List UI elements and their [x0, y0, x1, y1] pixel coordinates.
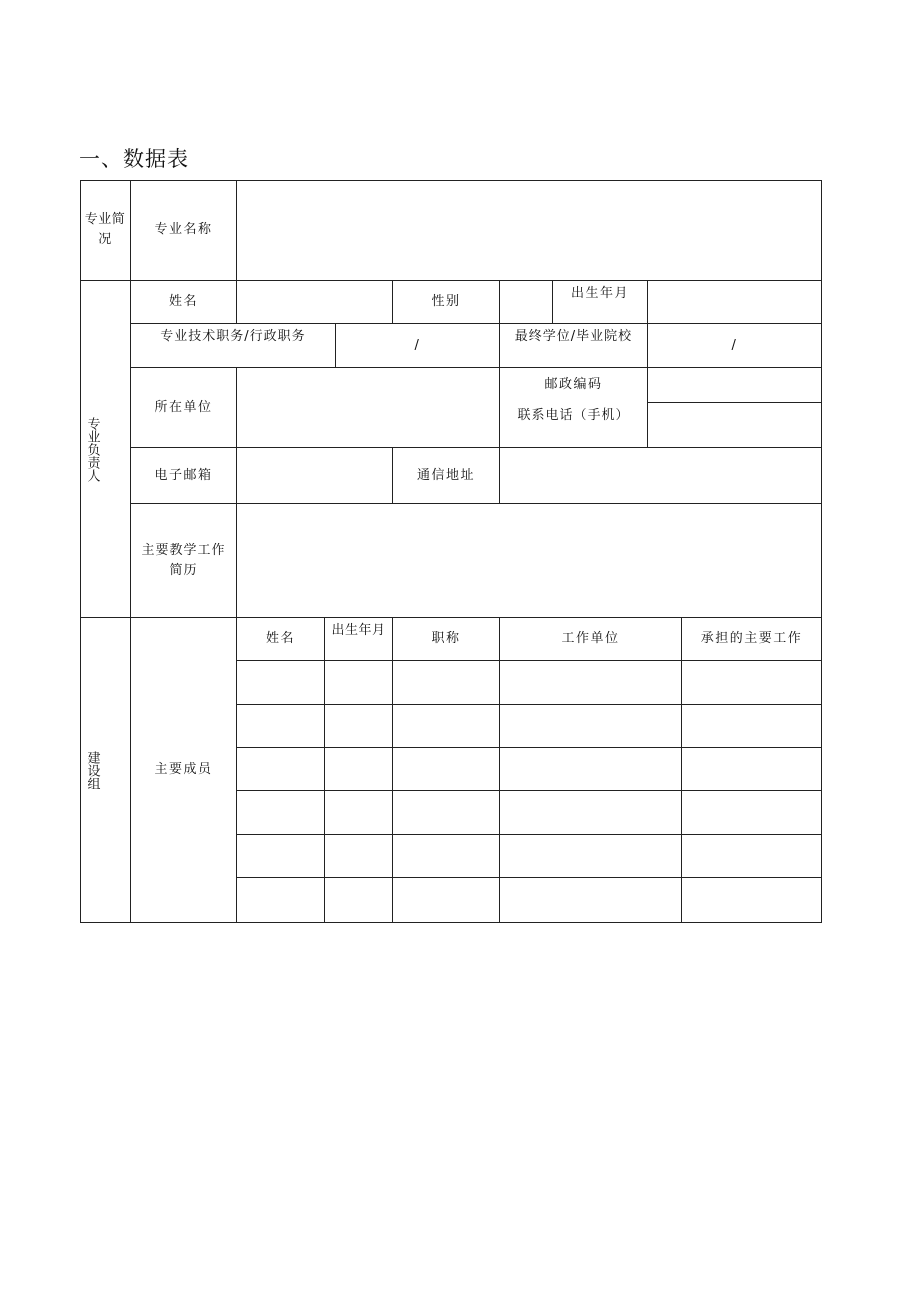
member-cell[interactable] — [682, 835, 821, 877]
leader-birth-label: 出生年月 — [570, 286, 629, 301]
major-name-field[interactable] — [237, 180, 821, 280]
member-cell[interactable] — [237, 748, 324, 790]
leader-degree-label: 最终学位/毕业院校 — [514, 329, 633, 344]
leader-birth-field[interactable] — [648, 281, 821, 323]
member-cell[interactable] — [325, 791, 392, 834]
member-cell[interactable] — [237, 878, 324, 921]
member-cell[interactable] — [682, 748, 821, 790]
leader-name-label: 姓名 — [168, 294, 198, 309]
leader-phone-label: 联系电话（手机） — [517, 408, 630, 423]
member-cell[interactable] — [237, 705, 324, 747]
page-heading: 一、数据表 — [79, 147, 189, 171]
member-cell[interactable] — [325, 705, 392, 747]
leader-gender-label: 性别 — [431, 294, 461, 309]
member-cell[interactable] — [500, 878, 681, 921]
member-cell[interactable] — [682, 878, 821, 921]
leader-title-field[interactable]: / — [414, 337, 421, 353]
grid-line — [80, 922, 822, 923]
member-cell[interactable] — [325, 748, 392, 790]
major-name-label: 专业名称 — [154, 222, 213, 237]
member-cell[interactable] — [237, 835, 324, 877]
member-cell[interactable] — [325, 878, 392, 921]
leader-postcode-label: 邮政编码 — [544, 377, 603, 392]
section-label-leader: 专业负责人 — [84, 416, 100, 482]
col-header-title: 职称 — [431, 631, 461, 646]
member-cell[interactable] — [500, 791, 681, 834]
leader-resume-label: 主要教学工作 简历 — [141, 542, 226, 578]
leader-address-field[interactable] — [500, 448, 821, 503]
leader-email-label: 电子邮箱 — [154, 467, 213, 483]
member-cell[interactable] — [393, 878, 499, 921]
member-cell[interactable] — [682, 661, 821, 704]
member-cell[interactable] — [393, 661, 499, 704]
members-label: 主要成员 — [154, 762, 213, 777]
leader-email-field[interactable] — [237, 448, 392, 503]
member-cell[interactable] — [682, 791, 821, 834]
member-cell[interactable] — [393, 835, 499, 877]
leader-degree-field[interactable]: / — [731, 337, 738, 353]
member-cell[interactable] — [325, 661, 392, 704]
section-label-group: 建设组 — [84, 750, 100, 790]
member-cell[interactable] — [393, 791, 499, 834]
leader-unit-label: 所在单位 — [154, 399, 213, 415]
col-header-birth: 出生年月 — [331, 623, 386, 638]
member-cell[interactable] — [682, 705, 821, 747]
leader-address-label: 通信地址 — [416, 467, 475, 483]
leader-postcode-field[interactable] — [648, 368, 821, 402]
leader-unit-field[interactable] — [237, 368, 499, 447]
member-cell[interactable] — [500, 835, 681, 877]
leader-phone-field[interactable] — [648, 403, 821, 447]
member-cell[interactable] — [237, 661, 324, 704]
member-cell[interactable] — [237, 791, 324, 834]
col-header-duty: 承担的主要工作 — [700, 631, 803, 646]
member-cell[interactable] — [325, 835, 392, 877]
member-cell[interactable] — [500, 748, 681, 790]
section-label-overview: 专业简 况 — [84, 212, 126, 247]
member-cell[interactable] — [500, 661, 681, 704]
col-header-name: 姓名 — [265, 631, 295, 646]
leader-gender-field[interactable] — [500, 281, 552, 323]
member-cell[interactable] — [393, 705, 499, 747]
leader-title-label: 专业技术职务/行政职务 — [160, 329, 306, 344]
col-header-workplace: 工作单位 — [561, 631, 620, 646]
member-cell[interactable] — [500, 705, 681, 747]
grid-line — [821, 180, 822, 923]
leader-name-field[interactable] — [237, 281, 392, 323]
member-cell[interactable] — [393, 748, 499, 790]
leader-resume-field[interactable] — [237, 504, 821, 617]
